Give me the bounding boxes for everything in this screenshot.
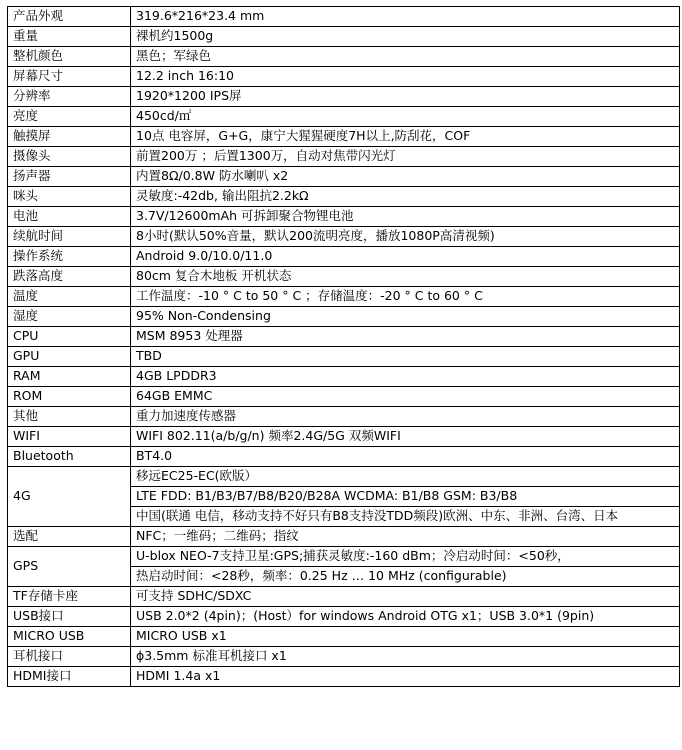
spec-label: 屏幕尺寸 bbox=[8, 67, 131, 87]
table-row bbox=[8, 287, 680, 307]
spec-label: 触摸屏 bbox=[8, 127, 131, 147]
spec-label: 扬声器 bbox=[8, 167, 131, 187]
spec-label: ROM bbox=[8, 387, 131, 407]
spec-label: 重量 bbox=[8, 27, 131, 47]
spec-value: 10点 电容屏，G+G，康宁大猩猩硬度7H以上,防刮花，COF bbox=[131, 127, 680, 147]
spec-value: BT4.0 bbox=[131, 447, 680, 467]
spec-value: 319.6*216*23.4 mm bbox=[131, 7, 680, 27]
spec-value: 裸机约1500g bbox=[131, 27, 680, 47]
spec-table-body bbox=[8, 7, 680, 687]
spec-value: U-blox NEO-7支持卫星:GPS;捕获灵敏度:-160 dBm；冷启动时间：<50秒， bbox=[131, 547, 680, 567]
spec-value: 热启动时间：<28秒，频率：0.25 Hz … 10 MHz (configurable) bbox=[131, 567, 680, 587]
spec-label: 咪头 bbox=[8, 187, 131, 207]
spec-label: 其他 bbox=[8, 407, 131, 427]
spec-value: 中国(联通 电信，移动支持不好只有B8支持没TDD频段)欧洲、中东、非洲、台湾、日本 bbox=[131, 507, 680, 527]
table-row bbox=[8, 647, 680, 667]
spec-label: MICRO USB bbox=[8, 627, 131, 647]
spec-label: 整机颜色 bbox=[8, 47, 131, 67]
spec-label: 摄像头 bbox=[8, 147, 131, 167]
spec-value: 80cm 复合木地板 开机状态 bbox=[131, 267, 680, 287]
spec-label: 温度 bbox=[8, 287, 131, 307]
spec-value: ɸ3.5mm 标准耳机接口 x1 bbox=[131, 647, 680, 667]
spec-label: 跌落高度 bbox=[8, 267, 131, 287]
table-row bbox=[8, 27, 680, 47]
spec-label: GPS bbox=[8, 547, 131, 587]
table-row bbox=[8, 307, 680, 327]
table-row bbox=[8, 627, 680, 647]
spec-label: 电池 bbox=[8, 207, 131, 227]
table-row bbox=[8, 447, 680, 467]
table-row bbox=[8, 547, 680, 567]
table-row bbox=[8, 147, 680, 167]
spec-label: 产品外观 bbox=[8, 7, 131, 27]
spec-label: RAM bbox=[8, 367, 131, 387]
table-row bbox=[8, 247, 680, 267]
spec-label: WIFI bbox=[8, 427, 131, 447]
spec-value: 灵敏度:-42db, 输出阻抗2.2kΩ bbox=[131, 187, 680, 207]
spec-value: 可支持 SDHC/SDXC bbox=[131, 587, 680, 607]
spec-label: Bluetooth bbox=[8, 447, 131, 467]
table-row bbox=[8, 527, 680, 547]
table-row bbox=[8, 607, 680, 627]
spec-value: MSM 8953 处理器 bbox=[131, 327, 680, 347]
table-row bbox=[8, 107, 680, 127]
spec-value: USB 2.0*2 (4pin)；(Host）for windows Android OTG x1；USB 3.0*1 (9pin) bbox=[131, 607, 680, 627]
spec-value: MICRO USB x1 bbox=[131, 627, 680, 647]
table-row bbox=[8, 327, 680, 347]
spec-value: 重力加速度传感器 bbox=[131, 407, 680, 427]
spec-value: WIFI 802.11(a/b/g/n) 频率2.4G/5G 双频WIFI bbox=[131, 427, 680, 447]
spec-value: 前置200万 ；后置1300万，自动对焦带闪光灯 bbox=[131, 147, 680, 167]
spec-value: 95% Non-Condensing bbox=[131, 307, 680, 327]
table-row bbox=[8, 87, 680, 107]
spec-value: LTE FDD: B1/B3/B7/B8/B20/B28A WCDMA: B1/B8 GSM: B3/B8 bbox=[131, 487, 680, 507]
spec-value: NFC；一维码；二维码；指纹 bbox=[131, 527, 680, 547]
spec-value: 工作温度：-10 ° C to 50 ° C ；存储温度：-20 ° C to 60 ° C bbox=[131, 287, 680, 307]
spec-value: 12.2 inch 16:10 bbox=[131, 67, 680, 87]
spec-label: 耳机接口 bbox=[8, 647, 131, 667]
table-row bbox=[8, 587, 680, 607]
table-row bbox=[8, 267, 680, 287]
spec-value: 4GB LPDDR3 bbox=[131, 367, 680, 387]
table-row bbox=[8, 227, 680, 247]
table-row bbox=[8, 167, 680, 187]
spec-label: 选配 bbox=[8, 527, 131, 547]
spec-value: Android 9.0/10.0/11.0 bbox=[131, 247, 680, 267]
spec-value: TBD bbox=[131, 347, 680, 367]
spec-label: HDMI接口 bbox=[8, 667, 131, 687]
spec-label: 操作系统 bbox=[8, 247, 131, 267]
table-row bbox=[8, 127, 680, 147]
spec-label: 分辨率 bbox=[8, 87, 131, 107]
spec-value: 450cd/㎡ bbox=[131, 107, 680, 127]
spec-table bbox=[7, 6, 680, 687]
spec-value: 8小时(默认50%音量，默认200流明亮度，播放1080P高清视频) bbox=[131, 227, 680, 247]
spec-value: 内置8Ω/0.8W 防水喇叭 x2 bbox=[131, 167, 680, 187]
table-row bbox=[8, 347, 680, 367]
spec-label: USB接口 bbox=[8, 607, 131, 627]
spec-value: 64GB EMMC bbox=[131, 387, 680, 407]
table-row bbox=[8, 47, 680, 67]
spec-label: TF存储卡座 bbox=[8, 587, 131, 607]
spec-value: 移远EC25-EC(欧版） bbox=[131, 467, 680, 487]
table-row bbox=[8, 427, 680, 447]
spec-label: CPU bbox=[8, 327, 131, 347]
spec-label: 4G bbox=[8, 467, 131, 527]
table-row bbox=[8, 467, 680, 487]
spec-label: 亮度 bbox=[8, 107, 131, 127]
spec-value: HDMI 1.4a x1 bbox=[131, 667, 680, 687]
table-row bbox=[8, 7, 680, 27]
spec-value: 1920*1200 IPS屏 bbox=[131, 87, 680, 107]
spec-value: 黑色；军绿色 bbox=[131, 47, 680, 67]
table-row bbox=[8, 667, 680, 687]
table-row bbox=[8, 367, 680, 387]
spec-label: 续航时间 bbox=[8, 227, 131, 247]
spec-label: 湿度 bbox=[8, 307, 131, 327]
table-row bbox=[8, 387, 680, 407]
table-row bbox=[8, 67, 680, 87]
spec-label: GPU bbox=[8, 347, 131, 367]
table-row bbox=[8, 187, 680, 207]
table-row bbox=[8, 407, 680, 427]
table-row bbox=[8, 207, 680, 227]
spec-value: 3.7V/12600mAh 可拆卸聚合物锂电池 bbox=[131, 207, 680, 227]
